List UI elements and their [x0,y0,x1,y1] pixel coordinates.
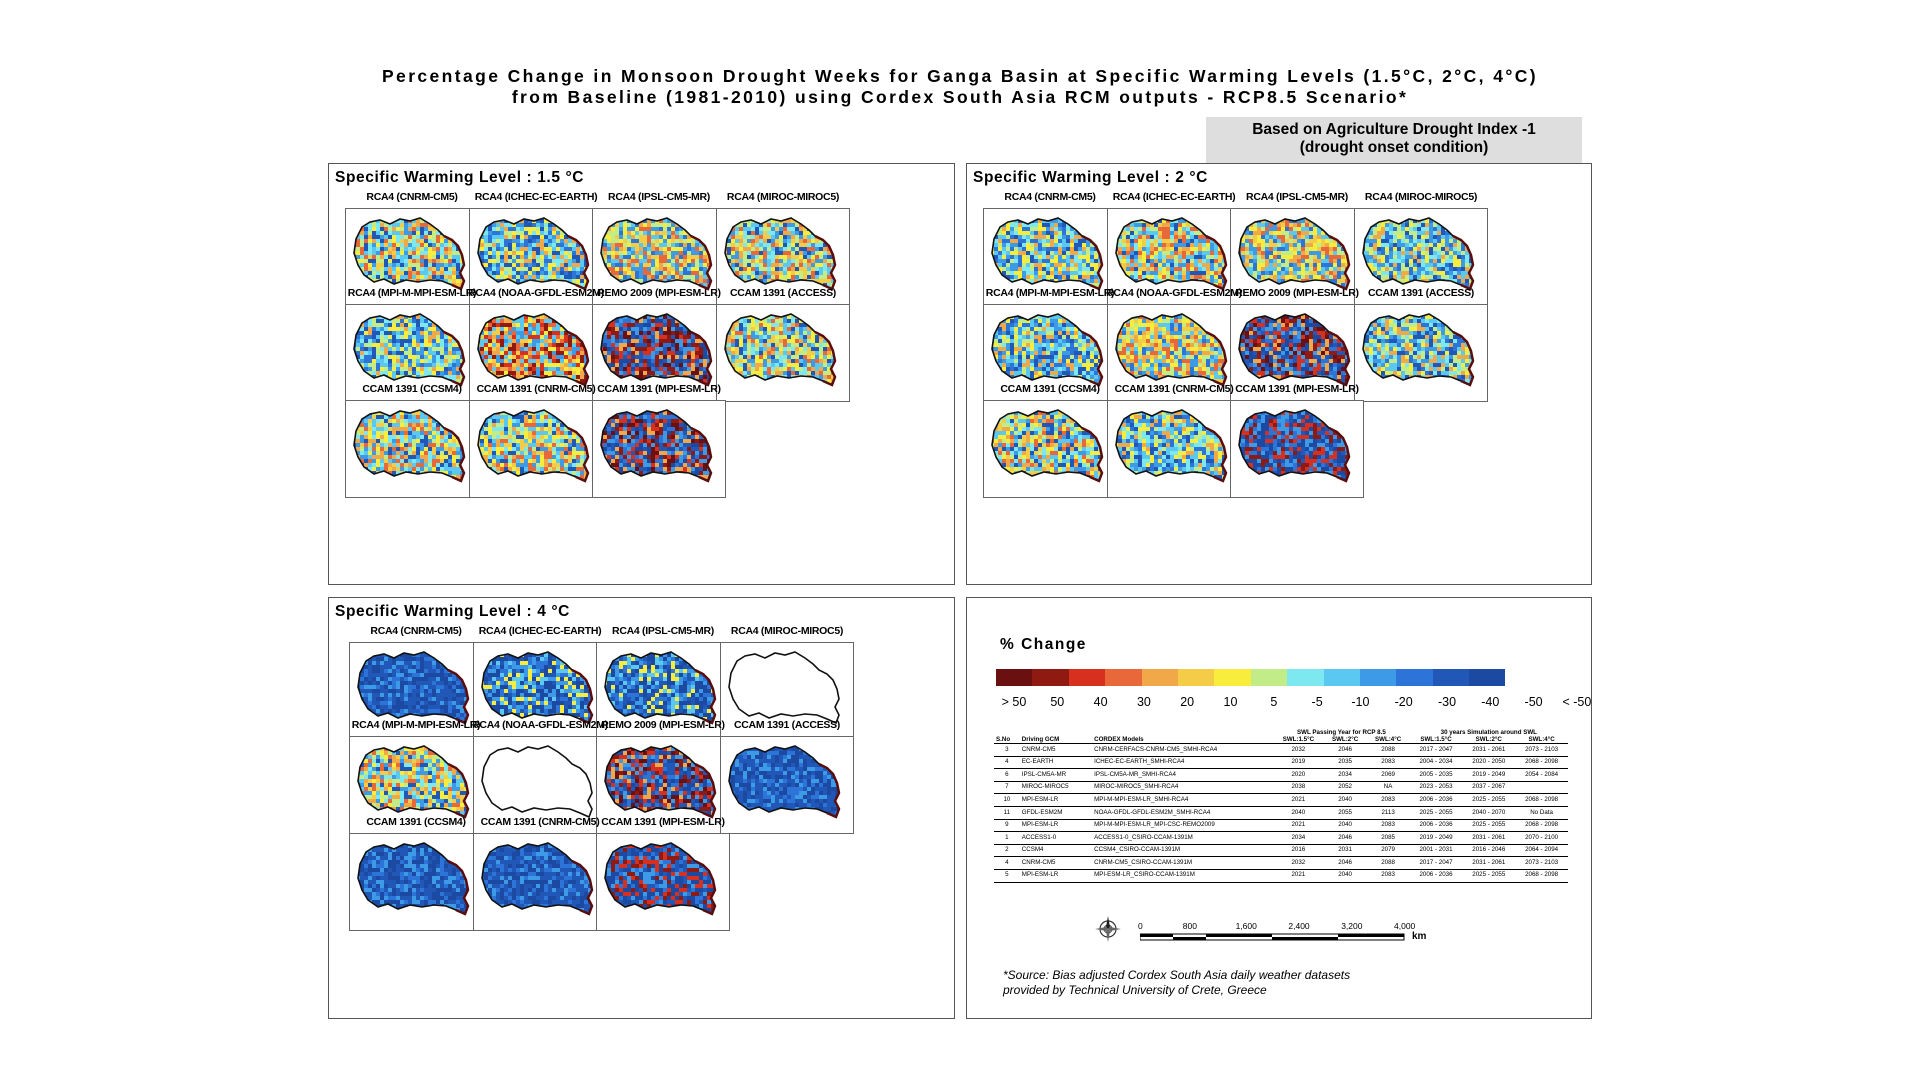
legend-title: % Change [1000,636,1087,653]
map-label: RCA4 (NOAA-GFDL-ESM2M) [472,719,608,731]
table-cell: 2069 [1367,769,1410,782]
table-cell: 2031 - 2061 [1462,744,1515,757]
table-cell: MPI-ESM-LR [1020,819,1092,832]
table-cell: 2088 [1367,744,1410,757]
source-note [1003,968,1350,998]
map-label: CCAM 1391 (MPI-ESM-LR) [601,816,725,828]
table-cell: 2 [994,844,1020,857]
table-cell: 2006 - 2036 [1410,819,1463,832]
table-cell: 2004 - 2034 [1410,756,1463,769]
color-scale-tick: 20 [1180,695,1195,709]
map-label: CCAM 1391 (ACCESS) [1367,287,1475,299]
color-scale-tick: 40 [1093,695,1108,709]
table-cell: 2073 - 2103 [1515,744,1568,757]
map-frame [596,833,730,931]
swl-simulation-header: 30 years Simulation around SWL [1440,729,1537,736]
map-label: CCAM 1391 (CCSM4) [366,816,466,828]
table-cell: 2052 [1324,781,1367,794]
table-row [994,869,1568,882]
table-cell: 2040 [1324,869,1367,882]
table-cell: 2032 [1273,857,1323,870]
basin-map-icon [1231,401,1362,496]
swl-passing-header: SWL Passing Year for RCP 8.5 [1297,729,1386,736]
table-cell: 2068 - 2098 [1515,756,1568,769]
map-frame [469,400,603,498]
table-cell: 2034 [1273,832,1323,845]
color-scale-tick: 10 [1223,695,1238,709]
table-cell: 2031 [1324,844,1367,857]
table-cell: 2006 - 2036 [1410,794,1463,807]
map-label: RCA4 (MIROC-MIROC5) [730,625,844,637]
basin-map-icon [1355,305,1486,400]
table-cell: 2021 [1273,794,1323,807]
table-cell: 2083 [1367,869,1410,882]
scale-tick: 3,200 [1341,921,1363,931]
table-cell: 2025 - 2055 [1462,819,1515,832]
table-cell: ACCESS1-0_CSIRO-CCAM-1391M [1092,832,1273,845]
map-frame [720,736,854,834]
map-frame [473,833,607,931]
map-label: RCA4 (IPSL-CM5-MR) [608,191,710,203]
table-cell: 2083 [1367,756,1410,769]
table-cell: 2020 - 2050 [1462,756,1515,769]
map-frame [345,400,479,498]
map-label: RCA4 (CNRM-CM5) [1004,191,1096,203]
map-label: RCA4 (IPSL-CM5-MR) [612,625,714,637]
color-scale-tick: -20 [1394,695,1413,709]
panel-title: Specific Warming Level : 2 °C [973,169,1208,186]
map-label: REMO 2009 (MPI-ESM-LR) [1235,287,1359,299]
drought-index-box [1206,117,1582,163]
color-scale-tick: -10 [1351,695,1370,709]
table-cell: 2054 - 2084 [1515,769,1568,782]
source-line-2: provided by Technical University of Crete, Greece [1003,983,1267,997]
map-label: REMO 2009 (MPI-ESM-LR) [601,719,725,731]
panel-swl-2 [966,163,1592,585]
color-swatch [1324,669,1360,686]
table-cell: 2068 - 2098 [1515,869,1568,882]
color-scale-tick: -50 [1524,695,1543,709]
table-cell: 2040 [1324,794,1367,807]
scale-tick: 4,000 [1394,921,1416,931]
basin-map-icon [346,401,477,496]
table-cell: GFDL-ESM2M [1020,806,1092,819]
color-swatch [1105,669,1141,686]
table-cell: 2046 [1324,744,1367,757]
table-cell: 2017 - 2047 [1410,857,1463,870]
index-line-1: Based on Agriculture Drought Index -1 [1252,121,1536,138]
color-scale-tick: < -50 [1562,695,1592,709]
table-cell: IPSL-CM5A-MR [1020,769,1092,782]
table-cell: 2083 [1367,794,1410,807]
map-label: REMO 2009 (MPI-ESM-LR) [597,287,721,299]
table-row [994,844,1568,857]
table-cell: MIROC-MIROC5_SMHI-RCA4 [1092,781,1273,794]
map-label: CCAM 1391 (ACCESS) [733,719,841,731]
map-frame [1354,304,1488,402]
table-cell: 4 [994,756,1020,769]
map-label: CCAM 1391 (MPI-ESM-LR) [1235,383,1359,395]
table-row [994,769,1568,782]
scale-tick: 1,600 [1235,921,1257,931]
color-scale-tick: -40 [1481,695,1500,709]
table-cell: 2088 [1367,857,1410,870]
color-scale-tick: -30 [1437,695,1457,709]
basin-map-icon [350,834,481,929]
title-line-1: Percentage Change in Monsoon Drought Weeks for Ganga Basin at Specific Warming Levels (1.5°C, 2°C, 4°C) [381,66,1539,86]
table-cell: CCSM4_CSIRO-CCAM-1391M [1092,844,1273,857]
table-cell: 2113 [1367,806,1410,819]
swl-table [994,730,1568,883]
panel-swl-4 [328,597,955,1019]
basin-map-icon [1108,401,1239,496]
table-column-header: SWL:1.5°C [1410,737,1463,744]
table-row [994,781,1568,794]
basin-map-icon [593,401,724,496]
table-cell: 2035 [1324,756,1367,769]
table-cell: MPI-ESM-LR_CSIRO-CCAM-1391M [1092,869,1273,882]
table-cell: 11 [994,806,1020,819]
table-cell: 2034 [1324,769,1367,782]
color-scale-tick: -5 [1311,695,1323,709]
map-label: CCAM 1391 (CNRM-CM5) [1114,383,1234,395]
table-row [994,744,1568,757]
table-cell: 2085 [1367,832,1410,845]
table-cell: 2068 - 2098 [1515,794,1568,807]
table-row [994,806,1568,819]
scale-unit: km [1412,931,1427,942]
table-cell: 2073 - 2103 [1515,857,1568,870]
map-frame [1107,400,1241,498]
color-swatch [1287,669,1323,686]
table-cell: 2037 - 2067 [1462,781,1515,794]
table-cell: 2040 [1273,806,1323,819]
color-swatch [1360,669,1396,686]
map-label: RCA4 (MIROC-MIROC5) [726,191,840,203]
scale-bar [1140,932,1410,946]
table-column-header: SWL:2°C [1324,737,1367,744]
color-swatch [1396,669,1432,686]
map-label: RCA4 (ICHEC-EC-EARTH) [474,191,598,203]
table-cell: CNRM-CM5_CSIRO-CCAM-1391M [1092,857,1273,870]
table-cell: NOAA-GFDL-GFDL-ESM2M_SMHI-RCA4 [1092,806,1273,819]
map-label: CCAM 1391 (CCSM4) [1000,383,1100,395]
table-row [994,857,1568,870]
table-cell: CNRM-CM5 [1020,744,1092,757]
table-cell: EC-EARTH [1020,756,1092,769]
table-cell: 2021 [1273,869,1323,882]
table-cell: 2016 - 2046 [1462,844,1515,857]
scale-tick: 800 [1182,921,1197,931]
color-scale-tick: > 50 [1001,695,1027,709]
table-row [994,794,1568,807]
table-cell: MPI-ESM-LR [1020,794,1092,807]
map-label: RCA4 (ICHEC-EC-EARTH) [478,625,602,637]
table-cell: 2020 [1273,769,1323,782]
table-cell: 2032 [1273,744,1323,757]
map-label: RCA4 (MPI-M-MPI-ESM-LR) [985,287,1115,299]
title-line-2: from Baseline (1981-2010) using Cordex South Asia RCM outputs - RCP8.5 Scenario* [511,87,1409,107]
basin-map-icon [470,401,601,496]
table-cell: 2031 - 2061 [1462,832,1515,845]
map-frame [716,304,850,402]
table-row [994,832,1568,845]
table-cell: 4 [994,857,1020,870]
table-cell: CNRM-CERFACS-CNRM-CM5_SMHI-RCA4 [1092,744,1273,757]
table-cell: 5 [994,869,1020,882]
table-cell: 2023 - 2053 [1410,781,1463,794]
table-cell: MPI-ESM-LR [1020,869,1092,882]
table-cell: 2046 [1324,857,1367,870]
map-label: CCAM 1391 (CNRM-CM5) [480,816,600,828]
table-column-header: SWL:4°C [1515,737,1568,744]
table-cell: 2025 - 2055 [1410,806,1463,819]
north-arrow-icon [1094,915,1122,943]
table-cell: 2070 - 2100 [1515,832,1568,845]
map-label: CCAM 1391 (ACCESS) [729,287,837,299]
table-cell: 2055 [1324,806,1367,819]
panel-swl-1-5 [328,163,955,585]
table-cell: 2083 [1367,819,1410,832]
map-label: RCA4 (MPI-M-MPI-ESM-LR) [347,287,477,299]
map-label: RCA4 (NOAA-GFDL-ESM2M) [468,287,604,299]
table-cell: 2025 - 2055 [1462,794,1515,807]
basin-map-icon [474,834,605,929]
table-cell: 2040 - 2070 [1462,806,1515,819]
table-cell: 2019 [1273,756,1323,769]
color-swatch [1469,669,1505,686]
table-cell: 2040 [1324,819,1367,832]
basin-map-icon [597,834,728,929]
color-swatch [1251,669,1287,686]
map-label: CCAM 1391 (MPI-ESM-LR) [597,383,721,395]
map-frame [349,833,483,931]
color-swatch [1069,669,1105,686]
color-swatch [1032,669,1068,686]
map-title [300,66,1620,108]
table-cell: 6 [994,769,1020,782]
map-label: CCAM 1391 (CCSM4) [362,383,462,395]
table-row [994,756,1568,769]
table-cell: No Data [1515,806,1568,819]
table-column-header: SWL:2°C [1462,737,1515,744]
map-label: RCA4 (ICHEC-EC-EARTH) [1112,191,1236,203]
basin-map-icon [717,305,848,400]
table-cell: 2016 [1273,844,1323,857]
map-label: CCAM 1391 (CNRM-CM5) [476,383,596,395]
table-cell: 2031 - 2061 [1462,857,1515,870]
table-cell: 2068 - 2098 [1515,819,1568,832]
scale-tick: 0 [1138,921,1143,931]
basin-map-icon [984,401,1115,496]
map-frame [1230,400,1364,498]
table-cell: 2064 - 2094 [1515,844,1568,857]
table-row [994,819,1568,832]
table-cell: 2046 [1324,832,1367,845]
table-cell: IPSL-CM5A-MR_SMHI-RCA4 [1092,769,1273,782]
table-column-header: SWL:4°C [1367,737,1410,744]
table-cell: 9 [994,819,1020,832]
table-cell: 2019 - 2049 [1410,832,1463,845]
table-cell: ACCESS1-0 [1020,832,1092,845]
color-swatch [1178,669,1214,686]
table-cell: 2019 - 2049 [1462,769,1515,782]
color-swatch [1433,669,1469,686]
table-cell: 2021 [1273,819,1323,832]
map-label: RCA4 (MPI-M-MPI-ESM-LR) [351,719,481,731]
table-cell: 3 [994,744,1020,757]
table-cell: NA [1367,781,1410,794]
table-cell: MPI-M-MPI-ESM-LR_SMHI-RCA4 [1092,794,1273,807]
table-cell: 2079 [1367,844,1410,857]
color-swatch [996,669,1032,686]
table-cell: 2025 - 2055 [1462,869,1515,882]
table-cell: 7 [994,781,1020,794]
panel-title: Specific Warming Level : 1.5 °C [335,169,585,186]
map-label: RCA4 (CNRM-CM5) [370,625,462,637]
table-cell [1515,781,1568,794]
table-column-header: SWL:1.5°C [1273,737,1323,744]
table-cell: MPI-M-MPI-ESM-LR_MPI-CSC-REMO2009 [1092,819,1273,832]
table-cell: 2017 - 2047 [1410,744,1463,757]
panel-title: Specific Warming Level : 4 °C [335,603,570,620]
table-cell: MIROC-MIROC5 [1020,781,1092,794]
map-label: RCA4 (CNRM-CM5) [366,191,458,203]
color-scale-tick: 5 [1270,695,1278,709]
table-column-header: CORDEX Models [1092,737,1273,744]
map-label: RCA4 (IPSL-CM5-MR) [1246,191,1348,203]
color-scale-tick: 50 [1050,695,1065,709]
map-label: RCA4 (MIROC-MIROC5) [1364,191,1478,203]
color-scale-tick: 30 [1136,695,1151,709]
table-cell: ICHEC-EC-EARTH_SMHI-RCA4 [1092,756,1273,769]
map-label: RCA4 (NOAA-GFDL-ESM2M) [1106,287,1242,299]
color-scale-bar [996,669,1505,686]
table-cell: CCSM4 [1020,844,1092,857]
scale-tick: 2,400 [1288,921,1310,931]
table-cell: 2001 - 2031 [1410,844,1463,857]
table-cell: 2005 - 2035 [1410,769,1463,782]
index-line-2: (drought onset condition) [1299,139,1489,156]
color-swatch [1142,669,1178,686]
source-line-1: *Source: Bias adjusted Cordex South Asia daily weather datasets [1003,968,1351,982]
table-cell: 1 [994,832,1020,845]
table-cell: 2006 - 2036 [1410,869,1463,882]
color-swatch [1214,669,1250,686]
map-frame [983,400,1117,498]
table-cell: 10 [994,794,1020,807]
table-cell: 2038 [1273,781,1323,794]
table-cell: CNRM-CM5 [1020,857,1092,870]
map-frame [592,400,726,498]
basin-map-icon [721,737,852,832]
table-column-header: Driving GCM [1020,737,1092,744]
table-column-header: S.No [994,737,1020,744]
